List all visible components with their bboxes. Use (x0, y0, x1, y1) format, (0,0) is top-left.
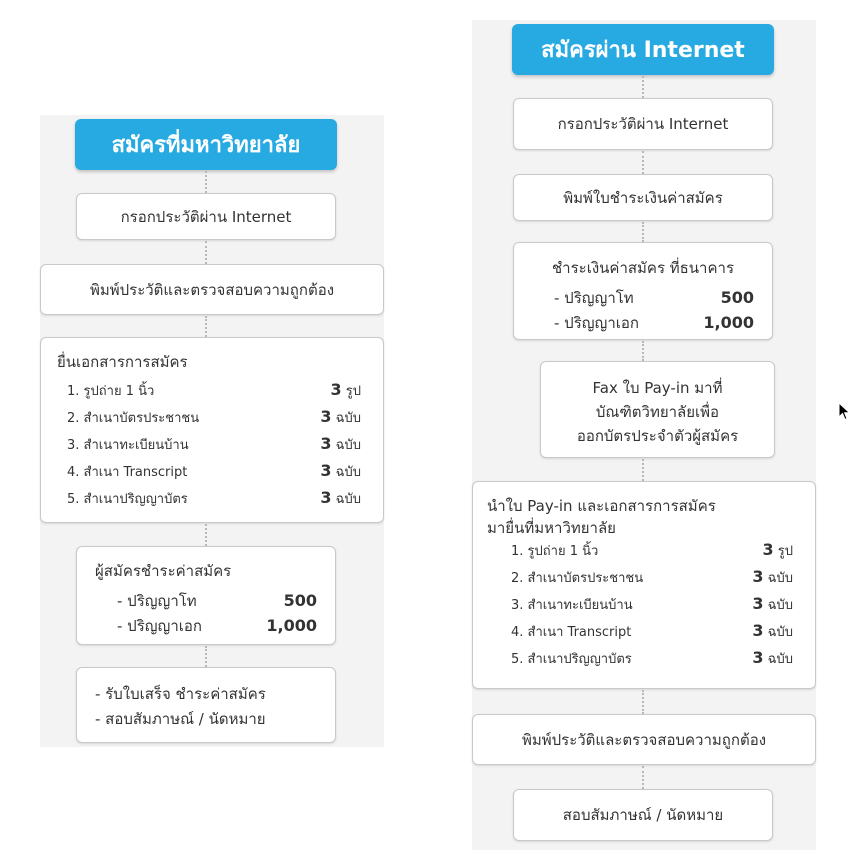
documents-list (57, 380, 361, 515)
fee-row-doctoral: - ปริญญาเอก 1,000 (117, 616, 317, 635)
connector (642, 766, 644, 789)
list-item: 1. รูปถ่าย 1 นิ้ว 3 รูป (67, 380, 361, 399)
connector (642, 341, 644, 361)
connector (205, 646, 207, 667)
payment-title: ชำระเงินค่าสมัคร ที่ธนาคาร (551, 259, 734, 277)
right-step-bank-payment (513, 242, 773, 340)
list-item: 2. สำเนาบัตรประชาชน 3 ฉบับ (67, 407, 361, 426)
final-line-interview: - สอบสัมภาษณ์ / นัดหมาย (95, 710, 266, 728)
left-header: สมัครที่มหาวิทยาลัย (75, 119, 337, 170)
connector (205, 524, 207, 546)
connector (205, 171, 207, 193)
documents-title: ยื่นเอกสารการสมัคร (57, 353, 188, 371)
submit-title-line-2: มายื่นที่มหาวิทยาลัย (487, 519, 616, 537)
fee-row-masters: - ปริญญาโท 500 (117, 591, 317, 610)
list-item: 3. สำเนาทะเบียนบ้าน 3 ฉบับ (67, 434, 361, 453)
right-step-interview: สอบสัมภาษณ์ / นัดหมาย (513, 789, 773, 841)
connector (642, 151, 644, 174)
connector (205, 241, 207, 264)
final-line-receipt: - รับใบเสร็จ ชำระค่าสมัคร (95, 685, 266, 703)
list-item: 5. สำเนาปริญญาบัตร 3 ฉบับ (67, 488, 361, 507)
left-step-documents (40, 337, 384, 523)
list-item: 4. สำเนา Transcript 3 ฉบับ (67, 461, 361, 480)
right-step-print-verify: พิมพ์ประวัติและตรวจสอบความถูกต้อง (472, 714, 816, 765)
list-item: 1. รูปถ่าย 1 นิ้ว 3 รูป (511, 540, 793, 559)
fax-line-2: บัณฑิตวิทยาลัยเพื่อ (595, 403, 720, 421)
list-item: 4. สำเนา Transcript 3 ฉบับ (511, 621, 793, 640)
left-step-print-verify: พิมพ์ประวัติและตรวจสอบความถูกต้อง (40, 264, 384, 315)
submit-title-line-1: นำใบ Pay-in และเอกสารการสมัคร (487, 497, 716, 515)
connector (642, 76, 644, 98)
payment-row-masters: - ปริญญาโท 500 (554, 288, 754, 307)
right-header: สมัครผ่าน Internet (512, 24, 774, 75)
connector (642, 459, 644, 481)
fax-line-1: Fax ใบ Pay-in มาที่ (592, 379, 723, 397)
left-step-final (76, 667, 336, 743)
right-step-fax (540, 361, 775, 458)
right-step-print-payin: พิมพ์ใบชำระเงินค่าสมัคร (513, 174, 773, 221)
right-step-register-online: กรอกประวัติผ่าน Internet (513, 98, 773, 150)
left-step-fee (76, 546, 336, 645)
list-item: 5. สำเนาปริญญาบัตร 3 ฉบับ (511, 648, 793, 667)
list-item: 2. สำเนาบัตรประชาชน 3 ฉบับ (511, 567, 793, 586)
fee-title: ผู้สมัครชำระค่าสมัคร (95, 562, 232, 580)
submit-documents-list (487, 540, 793, 675)
connector (642, 222, 644, 242)
mouse-cursor-icon (838, 402, 850, 422)
connector (205, 316, 207, 337)
payment-row-doctoral: - ปริญญาเอก 1,000 (554, 313, 754, 332)
fax-line-3: ออกบัตรประจำตัวผู้สมัคร (576, 427, 739, 445)
left-step-register-online: กรอกประวัติผ่าน Internet (76, 193, 336, 240)
connector (642, 690, 644, 714)
right-step-submit-documents (472, 481, 816, 689)
list-item: 3. สำเนาทะเบียนบ้าน 3 ฉบับ (511, 594, 793, 613)
